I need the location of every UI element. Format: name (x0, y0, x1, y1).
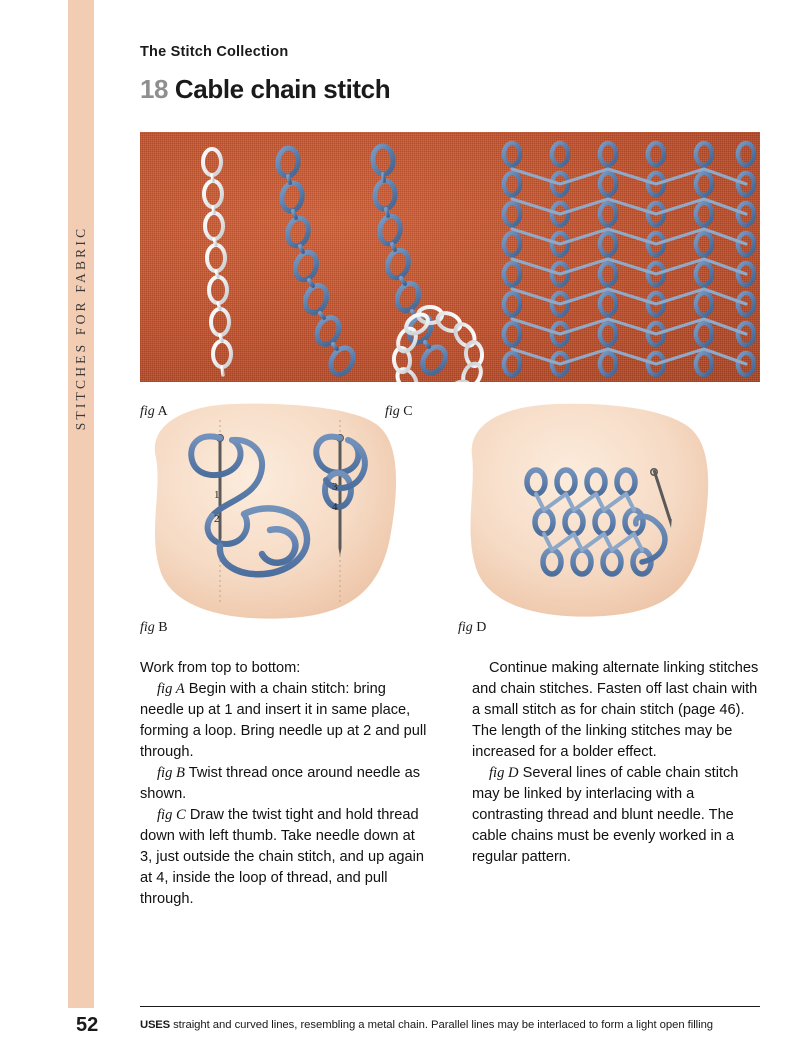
page-kicker: The Stitch Collection (140, 44, 289, 60)
diagram-number-1: 1 (214, 489, 220, 501)
diagram-number-3: 3 (332, 481, 338, 493)
stitch-title: Cable chain stitch (174, 74, 391, 104)
paragraph-fig-d (472, 763, 760, 868)
paragraph-continue (472, 658, 760, 763)
sidebar-section-tab (68, 0, 94, 1008)
page-number: 52 (76, 1014, 99, 1036)
body-column-right (472, 658, 760, 868)
diagram-number-4: 4 (332, 501, 338, 513)
body-column-left (140, 658, 428, 910)
stitch-samples-illustration (140, 132, 760, 382)
fig-c-inline-label: fig C (157, 807, 186, 823)
paragraph-fig-a (140, 679, 428, 763)
stitch-number: 18 (140, 74, 168, 104)
paragraph-fig-c (140, 805, 428, 910)
diagram-figures-abc (140, 398, 430, 628)
uses-text: straight and curved lines, resembling a metal chain. Parallel lines may be interlaced to form a light open filling (173, 1019, 714, 1031)
diagram-figure-d (458, 398, 738, 628)
diagram-d-svg (458, 398, 738, 628)
fig-a-letter: A (157, 404, 168, 419)
paragraph-continue-text: Continue making alternate linking stitches and chain stitches. Fasten off last chain with a small stitch as for chain stitch (page 46). The length of the linking stitches may be increased for a bolder effect. (472, 660, 759, 760)
paragraph-fig-d-text: Several lines of cable chain stitch may be linked by interlacing with a contrasting thread and blunt needle. The cable chains must be evenly worked in a regular pattern. (472, 765, 739, 865)
intro-line: Work from top to bottom: (140, 660, 301, 676)
paragraph-fig-a-text: Begin with a chain stitch: bring needle up at 1 and insert it in same place, forming a loop. Bring needle up at 2 and pull through. (140, 681, 427, 760)
sidebar-section-label: STITCHES FOR FABRIC (73, 225, 88, 431)
fig-a-prefix: fig (140, 404, 155, 419)
fig-d-prefix: fig (458, 620, 473, 635)
fig-b-letter: B (158, 620, 168, 635)
footer-divider (140, 1006, 760, 1007)
fig-a-inline-label: fig A (157, 681, 185, 697)
fig-c-letter: C (403, 404, 413, 419)
paragraph-fig-b (140, 763, 428, 805)
uses-note (140, 1019, 713, 1031)
fig-d-inline-label: fig D (489, 765, 519, 781)
paragraph-fig-c-text: Draw the twist tight and hold thread down with left thumb. Take needle down at 3, just outside the chain stitch, and up again at 4, inside the loop of thread, and pull through. (140, 807, 424, 907)
blob-d (471, 404, 709, 617)
diagram-abc-svg (140, 398, 430, 628)
hero-photograph (140, 132, 760, 382)
page-title (140, 74, 390, 105)
paragraph-fig-b-text: Twist thread once around needle as shown. (140, 765, 420, 802)
fig-b-prefix: fig (140, 620, 155, 635)
fig-d-letter: D (476, 620, 487, 635)
fig-b-inline-label: fig B (157, 765, 185, 781)
diagram-number-2: 2 (214, 513, 220, 525)
fig-c-prefix: fig (385, 404, 400, 419)
uses-label: USES (140, 1019, 170, 1031)
